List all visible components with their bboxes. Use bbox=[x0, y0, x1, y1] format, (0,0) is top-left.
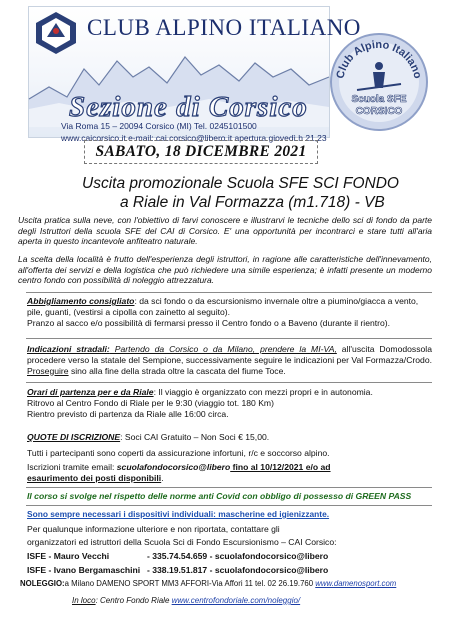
schedule-meeting: Ritrovo al Centro Fondo di Riale per le 9:30 (viaggio tot. 180 Km) bbox=[27, 397, 274, 408]
schedule-text: : Il viaggio è organizzato con mezzi propri e in autonomia. bbox=[153, 387, 373, 397]
schedule-return: Rientro previsto di partenza da Riale alle 16:00 circa. bbox=[27, 408, 229, 419]
sfe-logo-mid-text: Scuola SFE bbox=[351, 94, 407, 105]
clothing-section bbox=[27, 296, 432, 328]
rental-label: NOLEGGIO: bbox=[20, 579, 65, 588]
event-subtitle: a Riale in Val Formazza (m1.718) - VB bbox=[120, 194, 385, 211]
fees-label: QUOTE DI ISCRIZIONE bbox=[27, 432, 121, 442]
local-label: In loco bbox=[72, 596, 96, 605]
schedule-section bbox=[27, 387, 432, 419]
lunch-text: Pranzo al sacco e/o possibilità di fermarsi presso il Centro fondo o a Baveno (durante il rientro). bbox=[27, 317, 391, 328]
insurance-line: Tutti i partecipanti sono coperti da assicurazione infortuni, r/c e soccorso alpino. bbox=[27, 448, 330, 458]
local-link[interactable]: www.centrofondoriale.com/noleggio/ bbox=[171, 596, 301, 605]
contact-detail[interactable]: - 338.19.51.817 - scuolafondocorsico@libero bbox=[147, 565, 329, 575]
contact-name: ISFE - Mauro Vecchi bbox=[27, 551, 110, 561]
directions-route: Partendo da Corsico o da Milano, prendere la MI-VA, bbox=[109, 344, 337, 354]
contact-row bbox=[27, 565, 432, 576]
club-title: CLUB ALPINO ITALIANO bbox=[87, 15, 361, 40]
clothing-text: : da sci fondo o da escursionismo invernale oltre a piumino/giacca a vento, pile, guanti, (vestirsi a cipolla con zainetto al seguito). bbox=[27, 296, 419, 317]
sfe-logo-bottom-text: CORSICO bbox=[355, 106, 403, 117]
address-line: Via Roma 15 – 20094 Corsico (MI) Tel. 0245101500 bbox=[61, 121, 257, 131]
signup-deadline: fino al 10/12/2021 e/o ad bbox=[230, 462, 331, 472]
directions-label: Indicazioni stradali: bbox=[27, 344, 110, 354]
info-line-2: organizzatori ed istruttori della Scuola Sci di Fondo Escursionismo – CAI Corsico: bbox=[27, 537, 337, 547]
directions-proseguire: Proseguire bbox=[27, 365, 69, 376]
event-title: Uscita promozionale Scuola SFE SCI FONDO bbox=[82, 175, 399, 192]
covid-notice: Il corso si svolge nel rispetto delle norme anti Covid con obbligo di possesso di GREEN PASS bbox=[27, 491, 412, 501]
clothing-label: Abbigliamento consigliato bbox=[27, 296, 135, 306]
signup-availability: esaurimento dei posti disponibili bbox=[27, 472, 162, 483]
schedule-label: Orari di partenza per e da Riale bbox=[27, 387, 154, 397]
divider bbox=[26, 338, 432, 339]
directions-text: all'uscita Domodossola procedere verso la statale del Sempione, successivamente seguire le indicazioni per Val Formazza/Crodo. bbox=[27, 344, 432, 365]
date-box bbox=[84, 140, 318, 164]
divider bbox=[26, 487, 432, 488]
contact-name: ISFE - Ivano Bergamaschini bbox=[27, 565, 141, 575]
signup-dot: . bbox=[161, 472, 164, 483]
divider bbox=[26, 382, 432, 383]
signup-email[interactable]: scuolafondocorsico@libero bbox=[116, 462, 231, 472]
directions-end: sino alla fine della strada oltre la cascata del fiume Toce. bbox=[68, 365, 286, 376]
directions-section bbox=[27, 344, 432, 376]
local-text: : Centro Fondo Riale bbox=[95, 596, 172, 605]
divider bbox=[26, 505, 432, 506]
scuola-sfe-logo-icon bbox=[329, 32, 429, 132]
event-date: SABATO, 18 DICEMBRE 2021 bbox=[95, 143, 307, 160]
contacts-line: www.caicorsico.it e-mail: cai.corsico@libero.it apertura giovedì h 21,23 bbox=[61, 133, 327, 143]
header-banner bbox=[28, 6, 361, 143]
sfe-logo-top-text: Club Alpino Italiano bbox=[334, 38, 424, 80]
contact-row bbox=[27, 551, 432, 562]
info-line-1: Per qualunque informazione ulteriore e non riportata, contattare gli bbox=[27, 524, 280, 534]
devices-notice: Sono sempre necessari i dispositivi individuali: mascherine ed igienizzante. bbox=[27, 509, 330, 519]
choice-paragraph: La scelta della località è frutto dell'esperienza degli istruttori, in ragione alle caratteristiche dell'innevamento, all'offerta dei servizi e della logistica che può richiedere una simile esperienza; è infatti presente un moderno centro fondo con possibilità di noleggio attrezzatura. bbox=[18, 254, 432, 286]
fees-text: : Soci CAI Gratuito – Non Soci € 15,00. bbox=[120, 432, 270, 442]
intro-paragraph: Uscita pratica sulla neve, con l'obiettivo di farvi conoscere e illustrarvi le tecniche dello sci di fondo da parte degli Istruttori della scuola SFE del CAI di Corsico. E' una opportunità per incontrarci e stare tutti all'aria aperta in questo incantevole anfiteatro naturale. bbox=[18, 215, 432, 247]
signup-section bbox=[27, 462, 432, 484]
signup-prefix: Iscrizioni tramite email: bbox=[27, 462, 117, 472]
local-section bbox=[72, 596, 432, 607]
divider bbox=[26, 292, 432, 293]
rental-link[interactable]: www.damenosport.com bbox=[315, 579, 397, 588]
rental-section bbox=[20, 579, 440, 590]
rental-text: a Milano DAMENO SPORT MM3 AFFORI-Via Affori 11 tel. 02 26.19.760 bbox=[64, 579, 316, 588]
contact-detail[interactable]: - 335.74.54.659 - scuolafondocorsico@libero bbox=[147, 551, 329, 561]
sezione-title: Sezione di Corsico bbox=[69, 91, 308, 123]
fees-section bbox=[27, 432, 432, 443]
